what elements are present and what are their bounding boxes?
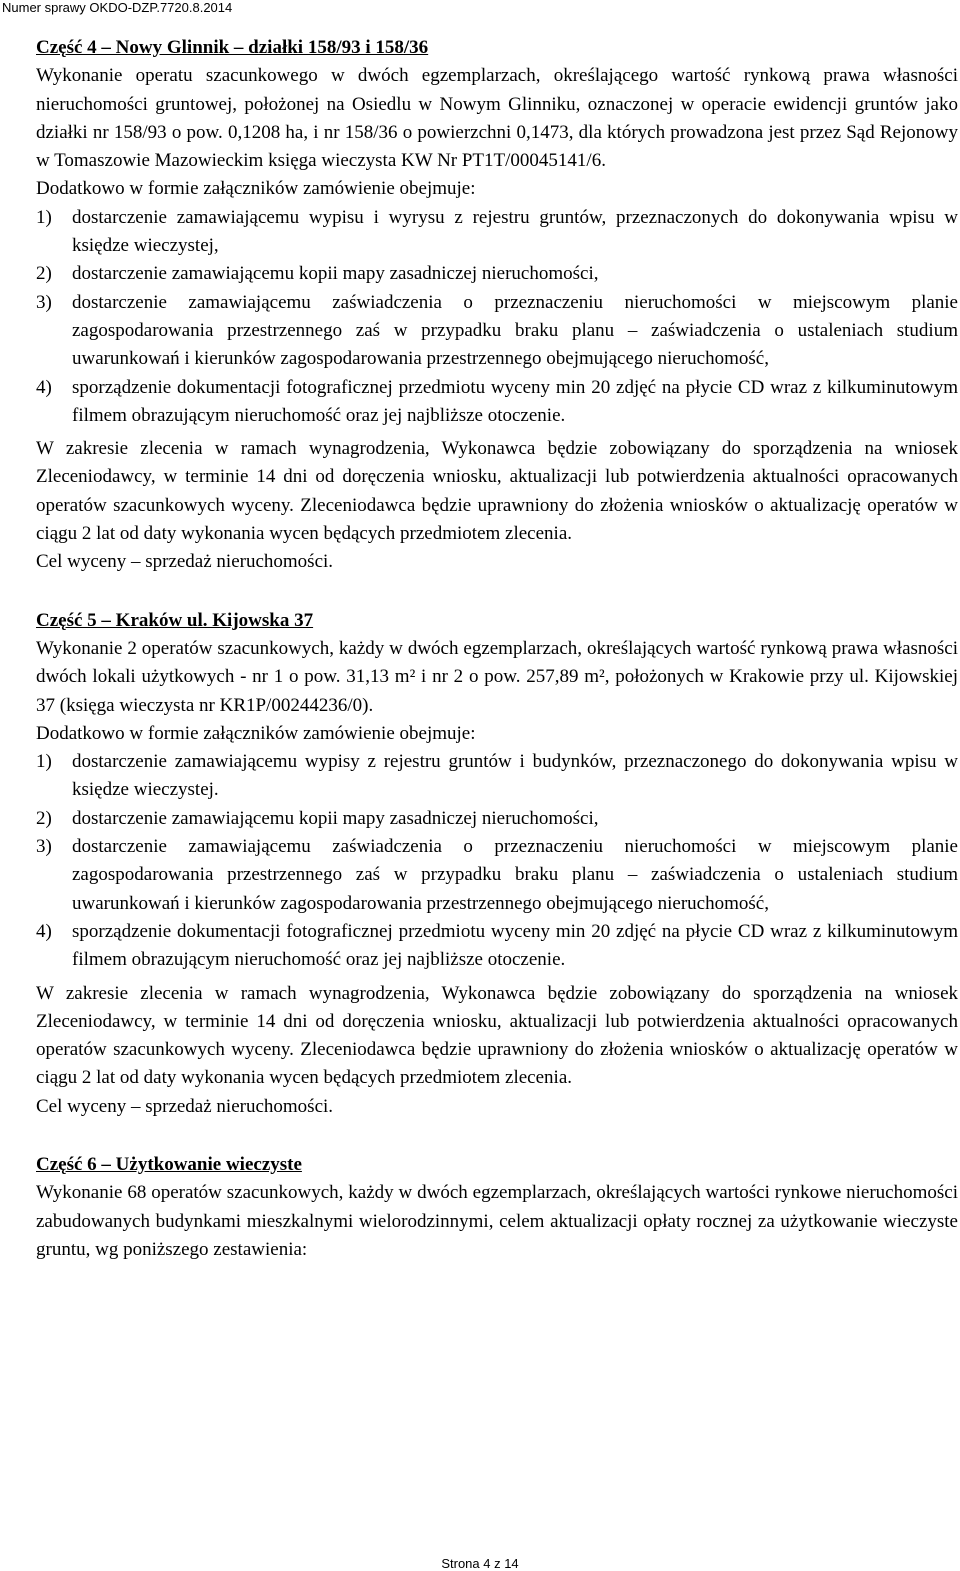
part6-heading: Część 6 – Użytkowanie wieczyste [36,1153,302,1175]
item-text: dostarczenie zamawiającemu kopii mapy zasadniczej nieruchomości, [72,263,599,285]
item-number: 2) [36,263,52,285]
part5-attachments-intro: Dodatkowo w formie załączników zamówienie obejmuje: [36,722,476,744]
part4-scope: W zakresie zlecenia w ramach wynagrodzenia, Wykonawca będzie zobowiązany do sporządzenia na wniosek Zleceniodawcy, w terminie 14 dni od doręczenia wniosku, aktualizacji lub potwierdzenia aktualności opracowanych operatów szacunkowych wyceny. Zleceniodawca będzie uprawniony do złożenia wniosków o aktualizację operatów w ciągu 2 lat od daty wykonania wycen będących przedmiotem zlecenia. [36,438,958,545]
part4-attachments-list [36,204,958,430]
item-number: 4) [36,920,52,942]
case-number: Numer sprawy OKDO-DZP.7720.8.2014 [2,0,233,15]
list-item [36,260,958,288]
part5-scope: W zakresie zlecenia w ramach wynagrodzenia, Wykonawca będzie zobowiązany do sporządzenia na wniosek Zleceniodawcy, w terminie 14 dni od doręczenia wniosku, aktualizacji lub potwierdzenia aktualności opracowanych operatów szacunkowych wyceny. Zleceniodawca będzie uprawniony do złożenia wniosków o aktualizację operatów w ciągu 2 lat od daty wykonania wycen będących przedmiotem zlecenia. [36,982,958,1089]
item-text: dostarczenie zamawiającemu zaświadczenia o przeznaczeniu nieruchomości w miejscowym planie zagospodarowania przestrzennego zaś w przypadku braku planu – zaświadczenia o ustaleniach studium uwarunkowań i kierunków zagospodarowania przestrzennego obejmującego nieruchomość, [72,836,958,914]
list-item [36,748,958,805]
part5-attachments-list [36,748,958,974]
item-text: sporządzenie dokumentacji fotograficznej przedmiotu wyceny min 20 zdjęć na płycie CD wraz z kilkuminutowym filmem obrazującym nieruchomość oraz jej najbliższe otoczenie. [72,920,958,971]
part4-intro: Wykonanie operatu szacunkowego w dwóch egzemplarzach, określającego wartość rynkową prawa własności nieruchomości gruntowej, położonej na Osiedlu w Nowym Glinniku, oznaczonej w operacie ewidencji gruntów jako działki nr 158/93 o pow. 0,1208 ha, i nr 158/36 o powierzchni 0,1473, dla których prowadzona jest przez Sąd Rejonowy w Tomaszowie Mazowieckim księga wieczysta KW Nr PT1T/00045141/6. [36,65,958,172]
part4-heading: Część 4 – Nowy Glinnik – działki 158/93 i 158/36 [36,37,429,58]
list-item [36,374,958,431]
list-item [36,918,958,975]
item-number: 1) [36,206,52,228]
part5-purpose: Cel wyceny – sprzedaż nieruchomości. [36,1095,334,1117]
item-text: dostarczenie zamawiającemu wypisu i wyrysu z rejestru gruntów, przeznaczonych do dokonywania wpisu w księdze wieczystej, [72,206,958,257]
part5-heading: Część 5 – Kraków ul. Kijowska 37 [36,609,314,631]
part6-intro: Wykonanie 68 operatów szacunkowych, każdy w dwóch egzemplarzach, określających wartości rynkowe nieruchomości zabudowanych budynkami mieszkalnymi wielorodzinnymi, celem aktualizacji opłaty rocznej za użytkowanie wieczyste gruntu, wg poniższego zestawienia: [36,1182,958,1260]
part4-attachments-intro: Dodatkowo w formie załączników zamówienie obejmuje: [36,178,476,200]
item-number: 3) [36,291,52,313]
list-item [36,805,958,833]
part4-purpose: Cel wyceny – sprzedaż nieruchomości. [36,551,334,573]
part5-intro: Wykonanie 2 operatów szacunkowych, każdy w dwóch egzemplarzach, określających wartość rynkową prawa własności dwóch lokali użytkowych - nr 1 o pow. 31,13 m² i nr 2 o pow. 257,89 m², położonych w Krakowie przy ul. Kijowskiej 37 (księga wieczysta nr KR1P/00244236/0). [36,637,958,716]
item-number: 3) [36,836,52,858]
item-number: 2) [36,807,52,829]
list-item [36,833,958,918]
item-text: dostarczenie zamawiającemu zaświadczenia o przeznaczeniu nieruchomości w miejscowym planie zagospodarowania przestrzennego zaś w przypadku braku planu – zaświadczenia o ustaleniach studium uwarunkowań i kierunków zagospodarowania przestrzennego obejmującego nieruchomość, [72,291,958,370]
item-text: dostarczenie zamawiającemu kopii mapy zasadniczej nieruchomości, [72,807,599,829]
list-item [36,289,958,374]
item-number: 4) [36,376,52,398]
item-text: dostarczenie zamawiającemu wypisy z rejestru gruntów i budynków, przeznaczonego do dokonywania wpisu w księdze wieczystej. [72,751,958,801]
document-body [36,34,958,1264]
page-number: Strona 4 z 14 [441,1556,519,1571]
item-text: sporządzenie dokumentacji fotograficznej przedmiotu wyceny min 20 zdjęć na płycie CD wraz z kilkuminutowym filmem obrazującym nieruchomość oraz jej najbliższe otoczenie. [72,376,958,426]
item-number: 1) [36,751,52,773]
list-item [36,204,958,261]
